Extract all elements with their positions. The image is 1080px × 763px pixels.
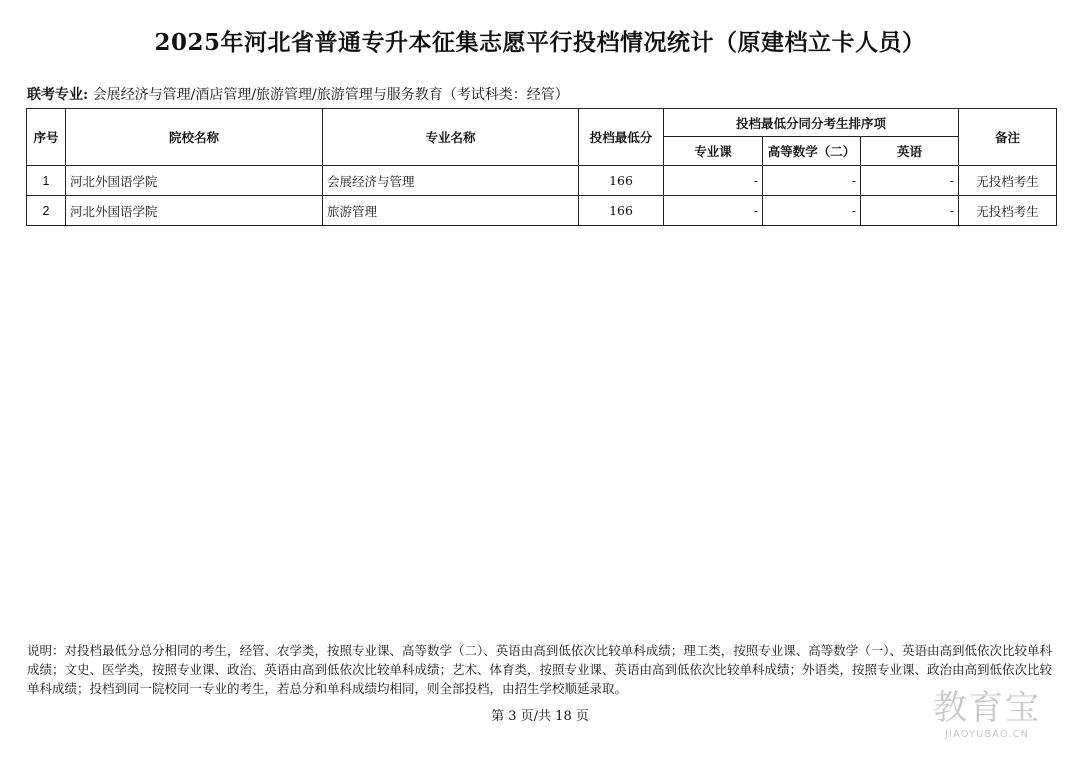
cell-min-score: 166 bbox=[579, 166, 664, 196]
cell-math: - bbox=[763, 196, 861, 226]
cell-english: - bbox=[861, 166, 959, 196]
header-english: 英语 bbox=[861, 137, 959, 166]
cell-english: - bbox=[861, 196, 959, 226]
header-major-course: 专业课 bbox=[664, 137, 763, 166]
watermark-main: 教育宝 bbox=[933, 688, 1041, 728]
subject-label: 联考专业: bbox=[27, 87, 89, 103]
subject-line bbox=[27, 84, 569, 104]
table-row bbox=[27, 196, 1057, 226]
cell-school: 河北外国语学院 bbox=[66, 166, 323, 196]
cell-major: 旅游管理 bbox=[323, 196, 579, 226]
admission-table bbox=[26, 108, 1057, 226]
explanation-note: 说明：对投档最低分总分相同的考生，经管、农学类，按照专业课、高等数学（二）、英语由高到低依次比较单科成绩；理工类，按照专业课、高等数学（一）、英语由高到低依次比较单科成绩；文史、医学类，按照专业课、政治、英语由高到低依次比较单科成绩；艺术、体育类，按照专业课、英语由高到低依次比较单科成绩；外语类，按照专业课、政治由高到低依次比较单科成绩；投档到同一院校同一专业的考生，若总分和单科成绩均相同，则全部投档，由招生学校顺延录取。 bbox=[27, 643, 1053, 696]
cell-remark: 无投档考生 bbox=[959, 196, 1057, 226]
watermark-sub: JIAOYUBAO.CN bbox=[945, 729, 1029, 740]
cell-seq: 1 bbox=[27, 166, 66, 196]
cell-major: 会展经济与管理 bbox=[323, 166, 579, 196]
header-tiebreak-group: 投档最低分同分考生排序项 bbox=[664, 109, 959, 137]
cell-math: - bbox=[763, 166, 861, 196]
cell-school: 河北外国语学院 bbox=[66, 196, 323, 226]
cell-major-course: - bbox=[664, 196, 763, 226]
table-row bbox=[27, 166, 1057, 196]
header-min-score: 投档最低分 bbox=[579, 109, 664, 166]
header-remark: 备注 bbox=[959, 109, 1057, 166]
cell-seq: 2 bbox=[27, 196, 66, 226]
watermark-logo bbox=[912, 688, 1062, 750]
cell-min-score: 166 bbox=[579, 196, 664, 226]
header-major: 专业名称 bbox=[323, 109, 579, 166]
page-title: 2025年河北省普通专升本征集志愿平行投档情况统计（原建档立卡人员） bbox=[154, 29, 926, 56]
cell-remark: 无投档考生 bbox=[959, 166, 1057, 196]
header-math: 高等数学（二） bbox=[763, 137, 861, 166]
header-school: 院校名称 bbox=[66, 109, 323, 166]
subject-value: 会展经济与管理/酒店管理/旅游管理/旅游管理与服务教育（考试科类：经管） bbox=[92, 87, 569, 103]
header-seq: 序号 bbox=[27, 109, 66, 166]
page-indicator: 第 3 页/共 18 页 bbox=[491, 709, 589, 724]
cell-major-course: - bbox=[664, 166, 763, 196]
